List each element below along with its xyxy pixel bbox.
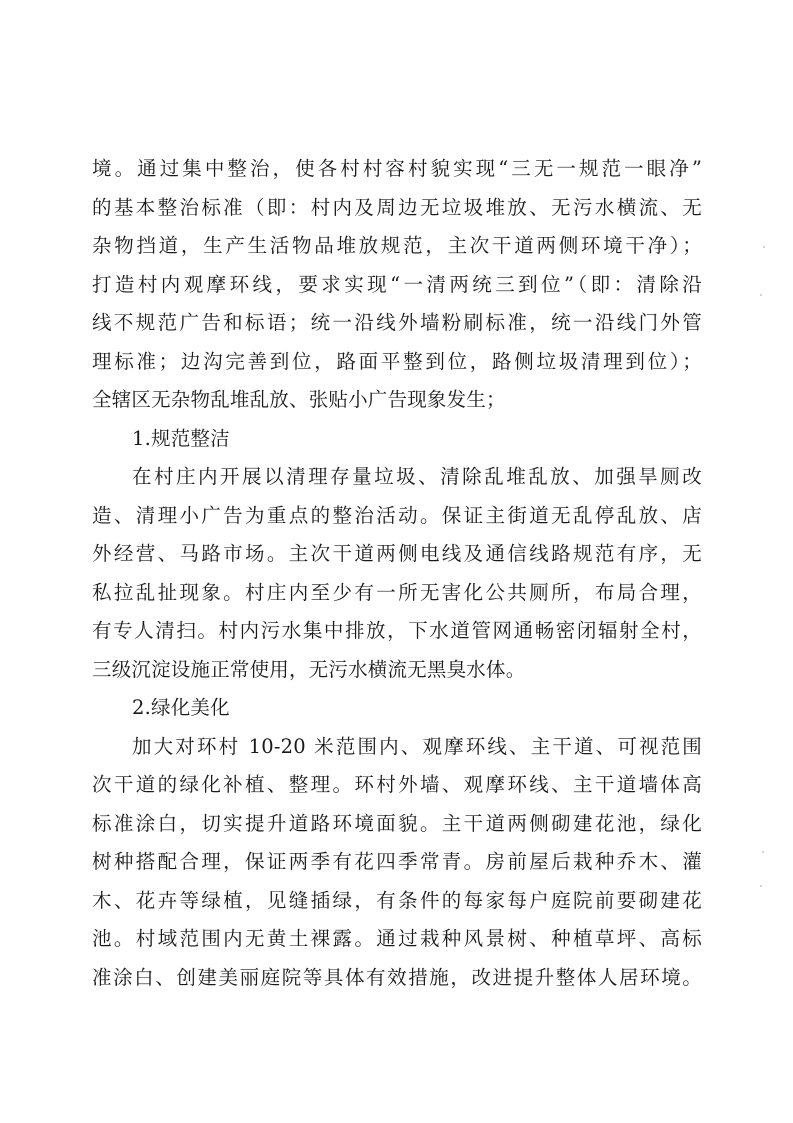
- text-line: 造、清理小广告为重点的整治活动。保证主街道无乱停乱放、店: [92, 503, 702, 527]
- text-line: 打造村内观摩环线，要求实现“一清两统三到位”（即：清除沿: [92, 272, 702, 296]
- scan-speck: [762, 851, 764, 853]
- text-line: 木、花卉等绿植，见缝插绿，有条件的每家每户庭院前要砌建花: [92, 888, 702, 912]
- text-line: 线不规范广告和标语；统一沿线外墙粉刷标准，统一沿线门外管: [92, 311, 702, 334]
- text-line: 杂物挡道，生产生活物品堆放规范，主次干道两侧环境干净）；: [92, 234, 702, 257]
- text-line: 准涂白、创建美丽庭院等具体有效措施，改进提升整体人居环境。: [92, 965, 702, 989]
- text-line: 池。村域范围内无黄土裸露。通过栽种风景树、种植草坪、高标: [92, 927, 702, 950]
- text-line: 理标准；边沟完善到位，路面平整到位，路侧垃圾清理到位）；: [92, 349, 702, 373]
- text-line: 有专人清扫。村内污水集中排放，下水道管网通畅密闭辐射全村，: [92, 619, 702, 642]
- scan-speck: [760, 294, 762, 296]
- text-line: 标准涂白，切实提升道路环境面貌。主干道两侧砌建花池，绿化: [92, 811, 702, 835]
- text-line: 在村庄内开展以清理存量垃圾、清除乱堆乱放、加强旱厕改: [132, 465, 702, 488]
- body-text: [92, 150, 702, 997]
- text-line: 外经营、马路市场。主次干道两侧电线及通信线路规范有序，无: [92, 542, 702, 565]
- text-line: 加大对环村 10-20 米范围内、观摩环线、主干道、可视范围: [132, 734, 702, 758]
- text-line: 全辖区无杂物乱堆乱放、张贴小广告现象发生；: [92, 388, 506, 411]
- scan-speck: [763, 246, 765, 248]
- section-heading: 1.规范整洁: [132, 426, 230, 450]
- text-line: 次干道的绿化补植、整理。环村外墙、观摩环线、主干道墙体高: [92, 773, 702, 796]
- text-line: 三级沉淀设施正常使用，无污水横流无黑臭水体。: [92, 657, 526, 681]
- text-line: 境。通过集中整治，使各村村容村貌实现“三无一规范一眼净”: [92, 157, 702, 180]
- text-line: 树种搭配合理，保证两季有花四季常青。房前屋后栽种乔木、灌: [92, 850, 702, 873]
- scan-speck: [760, 885, 762, 887]
- text-line: 私拉乱扯现象。村庄内至少有一所无害化公共厕所，布局合理，: [92, 580, 702, 604]
- text-line: 的基本整治标准（即：村内及周边无垃圾堆放、无污水横流、无: [92, 195, 702, 219]
- section-heading: 2.绿化美化: [132, 696, 230, 719]
